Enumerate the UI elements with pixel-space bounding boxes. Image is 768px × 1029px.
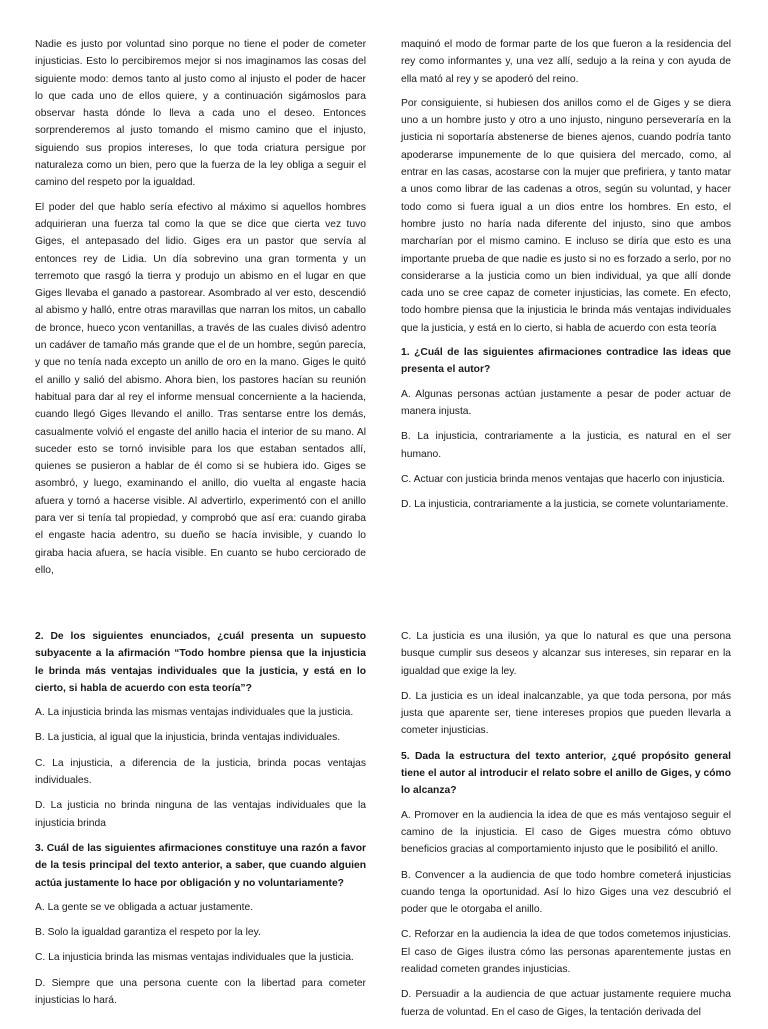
text-column-top-left [35, 36, 366, 586]
option: B. Convencer a la audiencia de que todo hombre cometerá injusticias cuando tenga la oportunidad. Así lo hizo Giges una vez descubrió el poder que le otorgaba el anillo. [401, 869, 731, 916]
paragraph: Por consiguiente, si hubiesen dos anillos como el de Giges y se diera uno a un hombre justo y otro a uno injusto, ninguno perseveraría en la justicia ni soportaría abstenerse de bienes ajenos, cuando podría tanto apoderarse impunemente de lo que quisiera del mercado, como, al entrar en las casas, acostarse con la mujer que prefiriera, y tanto matar a unos como librar de las cadenas a otros, según su voluntad, y hacer todo como si fuera igual a un dios entre los hombres. En esto, el hombre justo no haría nada diferente del injusto, sino que ambos marcharían por el mismo camino. E incluso se diría que esto es una importante prueba de que nadie es justo si no es forzado a serlo, por no considerarse a la justicia como un bien individual, ya que allí donde cada uno se cree capaz de cometer injusticias, las comete. En efecto, todo hombre piensa que la injusticia le brinda más ventajas individuales que la justicia, y está en lo cierto, si habla de acuerdo con esta teoría [401, 97, 731, 334]
option: A. Promover en la audiencia la idea de que es más ventajoso seguir el camino de la injusticia. El caso de Giges muestra cómo obtuvo beneficios gracias al comportamiento injusto que le posibilitó el anillo. [401, 809, 731, 856]
question-2: 2. De los siguientes enunciados, ¿cuál presenta un supuesto subyacente a la afirmación “Todo hombre piensa que la injusticia le brinda más ventajas individuales que la justicia, y está en lo cierto, si habla de acuerdo con esta teoría”? [35, 631, 366, 694]
option: A. La injusticia brinda las mismas ventajas individuales que la justicia. [35, 707, 354, 719]
text-column-bottom-left [35, 628, 366, 1017]
option: D. La justicia no brinda ninguna de las ventajas individuales que la injusticia brinda [35, 800, 366, 829]
option: C. Actuar con justicia brinda menos ventajas que hacerlo con injusticia. [401, 473, 725, 485]
option: C. La injusticia brinda las mismas ventajas individuales que la justicia. [35, 952, 354, 964]
paragraph: El poder del que hablo sería efectivo al máximo si aquellos hombres adquirieran una fuerza tal como la que se dice que cierta vez tuvo Giges, el antepasado del lidio. Giges era un pastor que servía al entonces rey de Lidia. Un día sobrevino una gran tormenta y un terremoto que rasgó la tierra y produjo un abismo en el lugar en que Giges llevaba el ganado a pastorear. Asombrado al ver esto, descendió al abismo y halló, entre otras maravillas que narran los mitos, un caballo de bronce, hueco ycon ventanillas, a través de las cuales divisó adentro un cadáver de tamaño más grande que el de un hombre, según parecía, y que no tenía nada excepto un anillo de oro en la mano. Giges le quitó el anillo y salió del abismo. Ahora bien, los pastores hacían su reunión habitual para dar al rey el informe mensual concerniente a la hacienda, cuando llegó Giges llevando el anillo. Tras sentarse entre los demás, casualmente volvió el engaste del anillo hacia el interior de su mano. Al suceder esto se tornó invisible para los que estaban sentados allí, quienes se pusieron a hablar de él como si se hubiera ido. Giges se asombró, y luego, examinando el anillo, dio vuelta al engaste hacia afuera y tornó a hacerse visible. Al advertirlo, experimentó con el anillo para ver si tenía tal propiedad, y comprobó que así era: cuando giraba el engaste hacia adentro, su dueño se hacía invisible, y cuando lo giraba hacia afuera, se hacía visible. En cuanto se hubo cerciorado de ello, [35, 201, 366, 576]
option: C. Reforzar en la audiencia la idea de que todos cometemos injusticias. El caso de Giges ilustra cómo las personas aparentemente justas en realidad cometen grandes injusticias. [401, 929, 731, 976]
option: B. La injusticia, contrariamente a la justicia, es natural en el ser humano. [401, 431, 731, 460]
paragraph: maquinó el modo de formar parte de los que fueron a la residencia del rey como informantes y, una vez allí, sedujo a la reina y con ayuda de ella mató al rey y se apoderó del reino. [401, 39, 731, 85]
option: D. Siempre que una persona cuente con la libertad para cometer injusticias lo hará. [35, 977, 366, 1007]
text-column-top-right [401, 36, 731, 521]
option: B. Solo la igualdad garantiza el respeto por la ley. [35, 927, 261, 939]
option: A. Algunas personas actúan justamente a pesar de poder actuar de manera injusta. [401, 388, 731, 417]
question-5: 5. Dada la estructura del texto anterior, ¿qué propósito general tiene el autor al introducir el relato sobre el anillo de Giges, y cómo lo alcanza? [401, 750, 731, 797]
option: D. La injusticia, contrariamente a la justicia, se comete voluntariamente. [401, 499, 729, 511]
question-3: 3. Cuál de las siguientes afirmaciones constituye una razón a favor de la tesis principal del texto anterior, a saber, que cuando alguien actúa justamente lo hace por obligación y no voluntariamente? [35, 842, 366, 889]
option: A. La gente se ve obligada a actuar justamente. [35, 901, 254, 913]
option: B. La justicia, al igual que la injusticia, brinda ventajas individuales. [35, 732, 341, 744]
option: D. La justicia es un ideal inalcanzable, ya que toda persona, por más justa que aparente ser, tiene intereses propios que pueden llevarla a cometer injusticias. [401, 690, 731, 737]
text-column-bottom-right [401, 628, 731, 1029]
question-1: 1. ¿Cuál de las siguientes afirmaciones contradice las ideas que presenta el autor? [401, 347, 731, 376]
paragraph: Nadie es justo por voluntad sino porque no tiene el poder de cometer injusticias. Esto lo percibiremos mejor si nos imaginamos las cosas del siguiente modo: demos tanto al justo como al injusto el poder de hacer lo que cada uno de ellos quiere, y a continuación sigámoslos para observar hasta dónde lo lleva a cada uno el deseo. Entonces sorprenderemos al justo tomando el mismo camino que el injusto, siguiendo sus propios intereses, lo que toda criatura persigue por naturaleza como un bien, pero que la fuerza de la ley obliga a seguir el camino del respeto por la igualdad. [35, 39, 366, 189]
option: D. Persuadir a la audiencia de que actuar justamente requiere mucha fuerza de voluntad. En el caso de Giges, la tentación derivada del [401, 989, 731, 1018]
option: C. La injusticia, a diferencia de la justicia, brinda pocas ventajas individuales. [35, 757, 366, 787]
option: C. La justicia es una ilusión, ya que lo natural es que una persona busque cumplir sus deseos y alcanzar sus intereses, sin reparar en la igualdad que exige la ley. [401, 631, 731, 677]
